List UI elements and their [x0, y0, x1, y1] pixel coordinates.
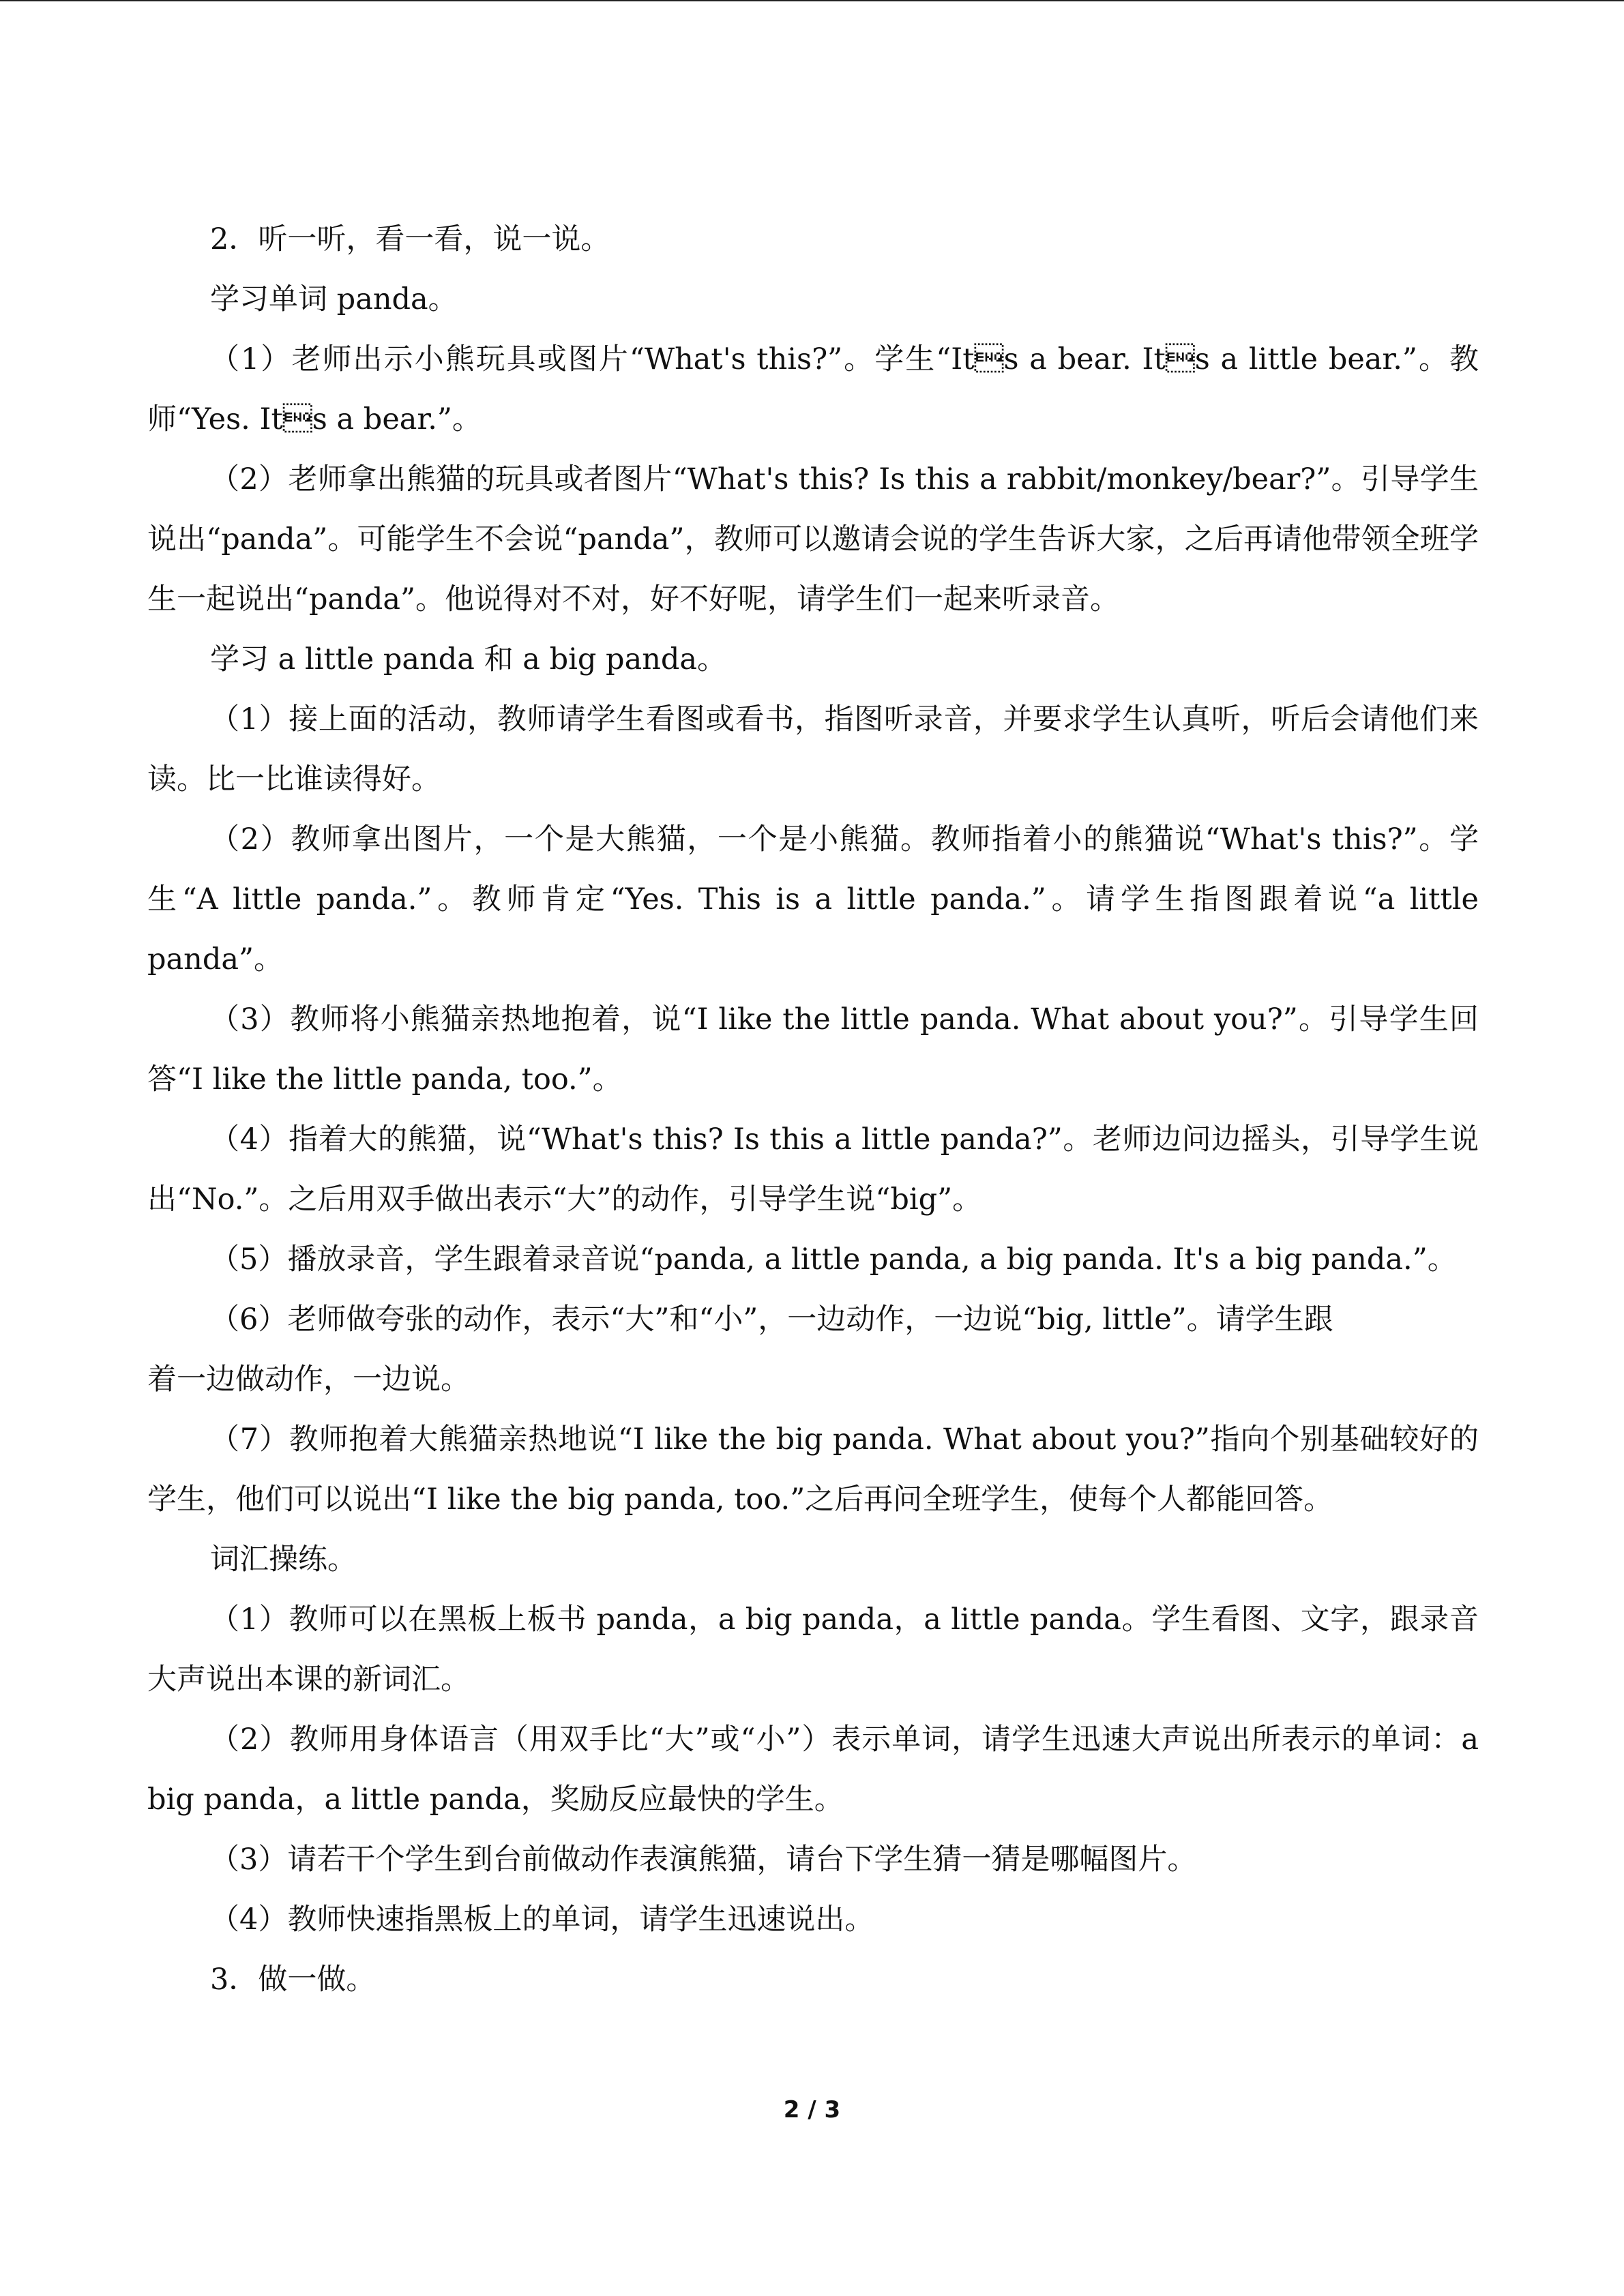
paragraph-play-recording: （5）播放录音，学生跟着录音说“panda, a little panda, a big panda. It's a big panda.”。: [210, 1242, 1457, 1277]
document-body: [147, 209, 1479, 2010]
section-heading-do: 3．做一做。: [210, 1963, 376, 1997]
paragraph-point-words: （4）教师快速指黑板上的单词，请学生迅速说出。: [210, 1903, 874, 1937]
paragraph-exaggerated-actions: （6）老师做夸张的动作，表示“大”和“小”，一边动作，一边说“big, little”。请学生跟: [210, 1302, 1333, 1337]
subheading-learn-panda: 学习单词 panda。: [210, 282, 458, 316]
paragraph-hug-little-panda: （3）教师将小熊猫亲热地抱着，说“I like the little panda. What about you?”。引导学生回答“I like the little panda, too.”。: [147, 1002, 1479, 1097]
paragraph-point-big-panda: （4）指着大的熊猫，说“What's this? Is this a little panda?”。老师边问边摇头，引导学生说出“No.”。之后用双手做出表示“大”的动作，引导学生说“big”。: [147, 1122, 1479, 1217]
paragraph-show-pictures: （2）教师拿出图片，一个是大熊猫，一个是小熊猫。教师指着小的熊猫说“What's this?”。学生“A little panda.”。教师肯定“Yes. This is a little panda.”。请学生指图跟着说“a little panda”。: [147, 822, 1479, 976]
paragraph-continuation: 着一边做动作，一边说。: [147, 1362, 470, 1397]
paragraph-body-language: （2）教师用身体语言（用双手比“大”或“小”）表示单词，请学生迅速大声说出所表示的单词：a big panda，a little panda，奖励反应最快的学生。: [147, 1723, 1479, 1817]
page-number: 2 / 3: [783, 2096, 841, 2123]
subheading-vocabulary-practice: 词汇操练。: [210, 1542, 357, 1577]
paragraph-listen-recording: （1）接上面的活动，教师请学生看图或看书，指图听录音，并要求学生认真听，听后会请他们来读。比一比谁读得好。: [147, 702, 1479, 796]
paragraph-blackboard: （1）教师可以在黑板上板书 panda，a big panda，a little panda。学生看图、文字，跟录音大声说出本课的新词汇。: [147, 1602, 1479, 1697]
section-heading-listen-look-say: 2．听一听，看一看，说一说。: [210, 222, 610, 256]
paragraph-hug-big-panda: （7）教师抱着大熊猫亲热地说“I like the big panda. What about you?”指向个别基础较好的学生，他们可以说出“I like the big panda, too.”之后再问全班学生，使每个人都能回答。: [147, 1422, 1479, 1517]
paragraph-step-1-bear: （1）老师出示小熊玩具或图片“What's this?”。学生“Its a bear. Its a little bear.”。教师“Yes. Its a bear.”。: [147, 342, 1479, 436]
subheading-little-big-panda: 学习 a little panda 和 a big panda。: [210, 642, 727, 676]
paragraph-step-2-panda: （2）老师拿出熊猫的玩具或者图片“What's this? Is this a rabbit/monkey/bear?”。引导学生说出“panda”。可能学生不会说“panda”，教师可以邀请会说的学生告诉大家，之后再请他带领全班学生一起说出“panda”。他说得对不对，好不好呢，请学生们一起来听录音。: [147, 462, 1479, 616]
paragraph-act-panda: （3）请若干个学生到台前做动作表演熊猫，请台下学生猜一猜是哪幅图片。: [210, 1843, 1197, 1877]
